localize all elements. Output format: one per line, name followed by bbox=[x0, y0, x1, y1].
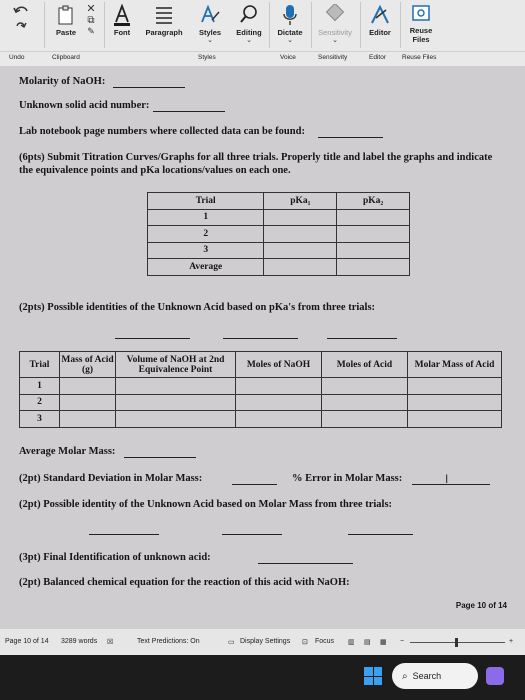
table-row bbox=[148, 242, 410, 259]
paragraph-label: Paragraph bbox=[145, 28, 183, 37]
chevron-down-icon: ⌄ bbox=[287, 37, 293, 44]
table-row bbox=[20, 378, 502, 395]
pka-identity-blank-2[interactable] bbox=[223, 338, 298, 339]
taskbar-search[interactable] bbox=[392, 663, 478, 689]
zoom-out-icon[interactable]: − bbox=[400, 638, 405, 645]
ribbon bbox=[0, 0, 525, 66]
print-layout-icon[interactable]: ▤ bbox=[364, 639, 371, 646]
molarity-label: Molarity of NaOH: bbox=[19, 76, 106, 87]
curves-prompt-line2: the equivalence points and pKa locations/values on each one. bbox=[19, 165, 291, 176]
std-dev-label: (2pt) Standard Deviation in Molar Mass: bbox=[19, 473, 203, 484]
mass-table-header-molar-mass: Molar Mass of Acid bbox=[408, 352, 502, 378]
editor-button[interactable] bbox=[364, 0, 396, 48]
mass-cell[interactable] bbox=[236, 394, 322, 411]
unknown-acid-label: Unknown solid acid number: bbox=[19, 100, 150, 111]
cut-copy-buttons[interactable] bbox=[81, 0, 101, 48]
dictate-button[interactable] bbox=[273, 0, 307, 48]
mass-row-label: 1 bbox=[20, 378, 60, 395]
zoom-slider-thumb[interactable] bbox=[455, 638, 458, 647]
mass-cell[interactable] bbox=[322, 378, 408, 395]
pka-row-label: 1 bbox=[148, 209, 264, 226]
balanced-equation-label: (2pt) Balanced chemical equation for the reaction of this acid with NaOH: bbox=[19, 577, 350, 588]
mass-table-header-moles-naoh: Moles of NaOH bbox=[236, 352, 322, 378]
pka-table-header-trial: Trial bbox=[148, 193, 264, 210]
mass-row-label: 2 bbox=[20, 394, 60, 411]
editing-label: Editing bbox=[236, 28, 262, 37]
avg-molar-mass-blank[interactable] bbox=[124, 457, 196, 458]
copy-icon[interactable]: ⧉ bbox=[87, 15, 95, 26]
zoom-in-icon[interactable]: + bbox=[509, 638, 514, 645]
molar-identity-blank-1[interactable] bbox=[89, 534, 159, 535]
pka-cell[interactable] bbox=[264, 259, 337, 276]
sensitivity-button[interactable] bbox=[315, 0, 355, 48]
read-mode-icon[interactable]: ▥ bbox=[348, 639, 355, 646]
paste-icon bbox=[56, 4, 76, 26]
search-icon: ⌕ bbox=[402, 670, 408, 682]
text-predictions[interactable]: Text Predictions: On bbox=[137, 638, 200, 645]
mass-table-header-trial: Trial bbox=[20, 352, 60, 378]
pka-table-header-pka1: pKa₁ bbox=[264, 193, 337, 210]
paste-button[interactable] bbox=[52, 0, 80, 48]
cut-icon[interactable]: ✕ bbox=[86, 3, 96, 15]
pka-cell[interactable] bbox=[337, 259, 410, 276]
mass-cell[interactable] bbox=[322, 394, 408, 411]
mass-cell[interactable] bbox=[116, 378, 236, 395]
display-settings-icon[interactable]: ▭ bbox=[228, 639, 235, 646]
separator bbox=[311, 2, 312, 48]
chevron-down-icon: ⌄ bbox=[332, 37, 338, 44]
paragraph-button[interactable] bbox=[143, 0, 185, 48]
mass-cell[interactable] bbox=[116, 394, 236, 411]
separator bbox=[360, 2, 361, 48]
separator bbox=[104, 2, 105, 48]
final-identification-label: (3pt) Final Identification of unknown acid: bbox=[19, 552, 211, 563]
mass-cell[interactable] bbox=[60, 394, 116, 411]
voice-group-label: Voice bbox=[280, 54, 296, 61]
percent-error-blank[interactable] bbox=[412, 484, 490, 485]
mass-table-header-volume: Volume of NaOH at 2nd Equivalence Point bbox=[116, 352, 236, 378]
font-icon bbox=[112, 4, 132, 26]
editing-button[interactable] bbox=[233, 0, 265, 48]
mass-cell[interactable] bbox=[116, 411, 236, 428]
mass-cell[interactable] bbox=[60, 411, 116, 428]
editor-label: Editor bbox=[369, 28, 391, 37]
chevron-down-icon: ⌄ bbox=[246, 37, 252, 44]
notebook-pages-blank[interactable] bbox=[318, 137, 383, 138]
paragraph-icon bbox=[154, 4, 174, 26]
web-layout-icon[interactable]: ▦ bbox=[380, 639, 387, 646]
redo-icon bbox=[14, 20, 28, 32]
sensitivity-label: Sensitivity bbox=[318, 28, 352, 37]
search-label: Search bbox=[412, 671, 442, 681]
pka-row-label: 2 bbox=[148, 226, 264, 243]
styles-group-label: Styles bbox=[198, 54, 216, 61]
notebook-pages-label: Lab notebook page numbers where collected data can be found: bbox=[19, 126, 305, 137]
text-cursor-icon: I bbox=[445, 472, 449, 486]
pka-row-label: 3 bbox=[148, 242, 264, 259]
undo-icon bbox=[12, 4, 30, 18]
styles-label: Styles bbox=[198, 28, 222, 37]
pka-identity-blank-3[interactable] bbox=[327, 338, 397, 339]
font-label: Font bbox=[113, 28, 131, 37]
mass-cell[interactable] bbox=[322, 411, 408, 428]
avg-molar-mass-label: Average Molar Mass: bbox=[19, 446, 116, 457]
search-icon bbox=[239, 4, 259, 26]
ribbon-group-labels bbox=[0, 51, 525, 65]
unknown-acid-blank[interactable] bbox=[153, 111, 225, 112]
document-page[interactable] bbox=[0, 66, 525, 629]
pka-row-label: Average bbox=[148, 259, 264, 276]
molarity-blank[interactable] bbox=[113, 87, 185, 88]
word-count[interactable]: 3289 words bbox=[61, 638, 98, 645]
mass-cell[interactable] bbox=[408, 394, 502, 411]
editor-group-label: Editor bbox=[369, 54, 386, 61]
undo-group-label: Undo bbox=[9, 54, 25, 61]
page-footer: Page 10 of 14 bbox=[455, 601, 507, 610]
mass-table-header-mass: Mass of Acid (g) bbox=[60, 352, 116, 378]
paste-label: Paste bbox=[55, 28, 76, 37]
taskbar bbox=[0, 655, 525, 700]
editor-icon bbox=[370, 4, 390, 26]
focus-icon[interactable]: ⊡ bbox=[302, 639, 308, 646]
pka-cell[interactable] bbox=[264, 226, 337, 243]
sensitivity-icon bbox=[325, 4, 345, 26]
reuse-files-icon bbox=[411, 4, 431, 24]
std-dev-blank[interactable] bbox=[232, 484, 277, 485]
focus-button[interactable]: Focus bbox=[315, 638, 335, 645]
table-row bbox=[20, 394, 502, 411]
percent-error-label: % Error in Molar Mass: bbox=[292, 473, 403, 484]
table-row bbox=[148, 226, 410, 243]
styles-button[interactable] bbox=[196, 0, 224, 48]
teams-app-icon[interactable] bbox=[486, 667, 504, 685]
clipboard-group-label: Clipboard bbox=[52, 54, 80, 61]
table-row bbox=[148, 259, 410, 276]
molar-identity-label: (2pt) Possible identity of the Unknown Acid based on Molar Mass from three trials: bbox=[19, 499, 393, 510]
font-button[interactable] bbox=[108, 0, 136, 48]
sensitivity-group-label: Sensitivity bbox=[318, 54, 348, 61]
molar-identity-blank-3[interactable] bbox=[348, 534, 413, 535]
separator bbox=[269, 2, 270, 48]
molar-identity-blank-2[interactable] bbox=[222, 534, 282, 535]
mass-row-label: 3 bbox=[20, 411, 60, 428]
table-row bbox=[148, 209, 410, 226]
final-identification-blank[interactable] bbox=[258, 563, 353, 564]
reuse-files-label: Reuse Files bbox=[409, 26, 433, 44]
pka-table bbox=[147, 192, 410, 276]
undo-button[interactable] bbox=[6, 0, 36, 48]
dictate-label: Dictate bbox=[277, 28, 303, 37]
pka-table-header-pka2: pKa₂ bbox=[337, 193, 410, 210]
mass-cell[interactable] bbox=[60, 378, 116, 395]
mass-cell[interactable] bbox=[236, 378, 322, 395]
mass-table-header-moles-acid: Moles of Acid bbox=[322, 352, 408, 378]
separator bbox=[44, 2, 45, 48]
table-row bbox=[20, 411, 502, 428]
reuse-files-button[interactable] bbox=[404, 0, 438, 48]
mass-cell[interactable] bbox=[236, 411, 322, 428]
status-bar bbox=[0, 629, 525, 655]
pka-cell[interactable] bbox=[337, 226, 410, 243]
pka-cell[interactable] bbox=[264, 209, 337, 226]
pka-identity-blank-1[interactable] bbox=[115, 338, 190, 339]
pka-identities-label: (2pts) Possible identities of the Unknown Acid based on pKa's from three trials: bbox=[19, 302, 376, 313]
mass-cell[interactable] bbox=[408, 411, 502, 428]
molar-mass-table bbox=[19, 351, 502, 428]
microphone-icon bbox=[282, 4, 298, 26]
pka-cell[interactable] bbox=[337, 242, 410, 259]
chevron-down-icon: ⌄ bbox=[207, 37, 213, 44]
mass-cell[interactable] bbox=[408, 378, 502, 395]
separator bbox=[400, 2, 401, 48]
reuse-files-group-label: Reuse Files bbox=[402, 54, 437, 61]
pka-cell[interactable] bbox=[337, 209, 410, 226]
styles-icon bbox=[199, 4, 221, 26]
proofing-icon[interactable]: ☒ bbox=[107, 639, 114, 646]
curves-prompt-line1: (6pts) Submit Titration Curves/Graphs for all three trials. Properly title and label the graphs and indicate bbox=[19, 152, 493, 163]
pka-cell[interactable] bbox=[264, 242, 337, 259]
format-painter-icon[interactable]: ✎ bbox=[87, 26, 95, 36]
windows-start-icon[interactable] bbox=[364, 667, 382, 685]
display-settings[interactable]: Display Settings bbox=[240, 638, 291, 645]
page-count[interactable]: Page 10 of 14 bbox=[5, 638, 49, 645]
